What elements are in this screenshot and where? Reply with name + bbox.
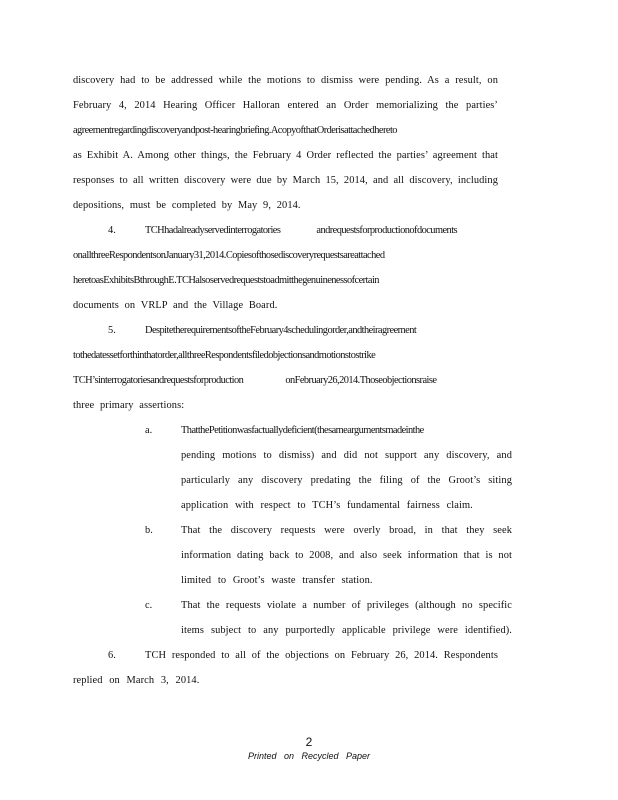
list-item-line: application with respect to TCH’s fundamental fairness claim. xyxy=(181,500,473,511)
list-item-line: particularly any discovery predating the filing of the Groot’s siting xyxy=(181,475,512,486)
list-marker: c. xyxy=(145,600,153,611)
body-line: replied on March 3, 2014. xyxy=(73,675,200,686)
body-line: depositions, must be completed by May 9, 2014. xyxy=(73,200,301,211)
list-item-line: That the discovery requests were overly broad, in that they seek xyxy=(181,525,512,536)
list-item-line: pending motions to dismiss) and did not support any discovery, and xyxy=(181,450,512,461)
list-item-line: limited to Groot’s waste transfer station. xyxy=(181,575,373,586)
list-item-line: information dating back to 2008, and also seek information that is not xyxy=(181,550,512,561)
list-marker: a. xyxy=(145,425,153,436)
list-item-line: items subject to any purportedly applicable privilege were identified). xyxy=(181,625,512,636)
body-line: agreementregardingdiscoveryandpost-hearingbriefing.AcopyofthatOrderisattachedhereto xyxy=(73,125,397,136)
body-line: February 4, 2014 Hearing Officer Halloran entered an Order memorializing the parties’ xyxy=(73,100,498,111)
body-line: discovery had to be addressed while the motions to dismiss were pending. As a result, on xyxy=(73,75,498,86)
footer-note: Printed on Recycled Paper xyxy=(247,751,371,761)
body-line: as Exhibit A. Among other things, the February 4 Order reflected the parties’ agreement that xyxy=(73,150,498,161)
page-number: 2 xyxy=(305,735,313,749)
body-line: documents on VRLP and the Village Board. xyxy=(73,300,278,311)
paragraph-number: 5. xyxy=(108,325,116,336)
body-line: heretoasExhibitsBthroughE.TCHalsoservedrequeststoadmitthegenuinenessofcertain xyxy=(73,275,379,286)
paragraph-number: 6. xyxy=(108,650,116,661)
body-line: onallthreeRespondentsonJanuary31,2014.Copiesofthosediscoveryrequestsareattached xyxy=(73,250,385,261)
list-item-line: ThatthePetitionwasfactuallydeficient(thesameargumentsmadeinthe xyxy=(181,425,424,436)
body-line: TCHhadalreadyservedinterrogatories andrequestsforproductionofdocuments xyxy=(145,225,458,236)
body-line: TCH responded to all of the objections on February 26, 2014. Respondents xyxy=(145,650,498,661)
body-line: three primary assertions: xyxy=(73,400,185,411)
body-line: tothedatessetforthinthatorder,allthreeRespondentsfiledobjectionsandmotionstostrike xyxy=(73,350,376,361)
body-line: responses to all written discovery were due by March 15, 2014, and all discovery, including xyxy=(73,175,498,186)
list-item-line: That the requests violate a number of privileges (although no specific xyxy=(181,600,512,611)
body-line: TCH’sinterrogatoriesandrequestsforproduction onFebruary26,2014.Thoseobjectionsraise xyxy=(73,375,437,386)
list-marker: b. xyxy=(145,525,153,536)
body-line: DespitetherequirementsoftheFebruary4schedulingorder,andtheiragreement xyxy=(145,325,417,336)
paragraph-number: 4. xyxy=(108,225,116,236)
